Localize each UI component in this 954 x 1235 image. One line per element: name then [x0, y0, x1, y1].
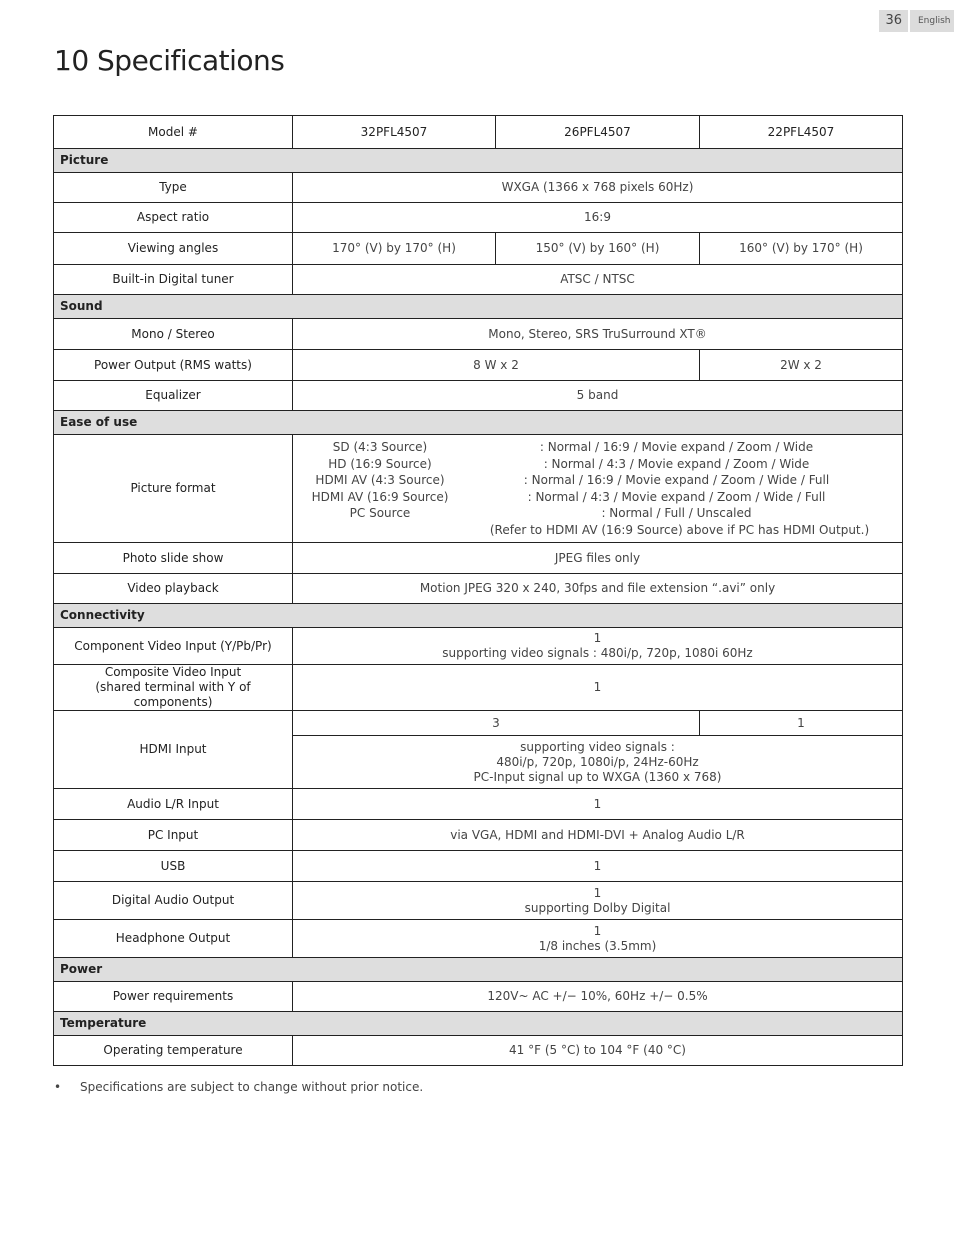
- pc-input-value: via VGA, HDMI and HDMI-DVI + Analog Audio L/R: [293, 820, 903, 851]
- audio-input-label: Audio L/R Input: [54, 789, 293, 820]
- table-row: [54, 319, 903, 350]
- headphone-count: 1: [593, 923, 602, 938]
- table-row: [54, 265, 903, 295]
- format-row: [301, 439, 894, 456]
- video-playback-value: Motion JPEG 320 x 240, 30fps and file extension “.avi” only: [293, 574, 903, 604]
- table-row: [54, 574, 903, 604]
- model-label: Model #: [54, 116, 293, 149]
- format-note: (Refer to HDMI AV (16:9 Source) above if PC has HDMI Output.): [489, 522, 870, 537]
- composite-value: 1: [293, 665, 903, 711]
- digital-audio-detail: supporting Dolby Digital: [524, 900, 671, 915]
- viewing-label: Viewing angles: [54, 233, 293, 265]
- specifications-table: [53, 115, 903, 1066]
- tuner-label: Built-in Digital tuner: [54, 265, 293, 295]
- page-number: 36: [879, 10, 908, 32]
- table-row: [54, 920, 903, 958]
- format-source: HDMI AV (16:9 Source): [311, 489, 449, 504]
- section-sound: [54, 295, 903, 319]
- hdmi-count-large: 3: [293, 711, 700, 736]
- section-heading: Ease of use: [54, 411, 903, 435]
- slide-show-label: Photo slide show: [54, 543, 293, 574]
- composite-label-line: Composite Video Input: [104, 665, 242, 679]
- component-detail: supporting video signals : 480i/p, 720p, 1080i 60Hz: [442, 646, 753, 660]
- table-row: [54, 173, 903, 203]
- table-row: [54, 882, 903, 920]
- format-row: [301, 456, 894, 473]
- picture-format-value: [293, 435, 903, 543]
- format-row: [301, 489, 894, 506]
- viewing-value-32: 170° (V) by 170° (H): [293, 233, 496, 265]
- aspect-label: Aspect ratio: [54, 203, 293, 233]
- section-ease-of-use: [54, 411, 903, 435]
- hdmi-label: HDMI Input: [54, 711, 293, 789]
- format-modes: : Normal / 16:9 / Movie expand / Zoom / Wide: [539, 440, 814, 454]
- model-32: 32PFL4507: [293, 116, 496, 149]
- table-row: [54, 350, 903, 381]
- audio-input-value: 1: [293, 789, 903, 820]
- table-row: [54, 851, 903, 882]
- power-req-label: Power requirements: [54, 982, 293, 1012]
- usb-value: 1: [293, 851, 903, 882]
- type-value: WXGA (1366 x 768 pixels 60Hz): [293, 173, 903, 203]
- slide-show-value: JPEG files only: [293, 543, 903, 574]
- format-modes: : Normal / Full / Unscaled: [601, 506, 752, 520]
- model-26: 26PFL4507: [496, 116, 700, 149]
- table-row: [54, 711, 903, 736]
- viewing-value-22: 160° (V) by 170° (H): [700, 233, 903, 265]
- digital-audio-value: [293, 882, 903, 920]
- table-row-model: [54, 116, 903, 149]
- mono-value: Mono, Stereo, SRS TruSurround XT®: [293, 319, 903, 350]
- table-row: [54, 435, 903, 543]
- model-22: 22PFL4507: [700, 116, 903, 149]
- component-count: 1: [593, 631, 602, 645]
- section-heading: Temperature: [54, 1012, 903, 1036]
- table-row: [54, 982, 903, 1012]
- page-badge: [879, 10, 954, 32]
- format-modes: : Normal / 4:3 / Movie expand / Zoom / Wide: [543, 456, 810, 471]
- table-row: [54, 233, 903, 265]
- viewing-value-26: 150° (V) by 160° (H): [496, 233, 700, 265]
- table-row: [54, 543, 903, 574]
- format-row: [301, 505, 894, 522]
- section-heading: Power: [54, 958, 903, 982]
- op-temp-value: 41 °F (5 °C) to 104 °F (40 °C): [293, 1036, 903, 1066]
- hdmi-detail-line: PC-Input signal up to WXGA (1360 x 768): [473, 769, 722, 784]
- format-modes: : Normal / 4:3 / Movie expand / Zoom / Wide / Full: [527, 489, 826, 504]
- component-label: Component Video Input (Y/Pb/Pr): [54, 628, 293, 665]
- headphone-value: [293, 920, 903, 958]
- power-req-value: 120V~ AC +/− 10%, 60Hz +/− 0.5%: [293, 982, 903, 1012]
- page-title: 10 Specifications: [54, 44, 285, 77]
- format-source: HD (16:9 Source): [328, 456, 432, 471]
- pc-input-label: PC Input: [54, 820, 293, 851]
- table-row: [54, 381, 903, 411]
- table-row: [54, 820, 903, 851]
- format-source: PC Source: [349, 506, 411, 520]
- section-heading: Sound: [54, 295, 903, 319]
- picture-format-label: Picture format: [54, 435, 293, 543]
- section-power: [54, 958, 903, 982]
- mono-label: Mono / Stereo: [54, 319, 293, 350]
- digital-audio-label: Digital Audio Output: [54, 882, 293, 920]
- hdmi-detail-line: supporting video signals :: [520, 739, 675, 754]
- headphone-label: Headphone Output: [54, 920, 293, 958]
- hdmi-detail-line: 480i/p, 720p, 1080i/p, 24Hz-60Hz: [496, 754, 699, 769]
- table-row: [54, 203, 903, 233]
- format-source: HDMI AV (4:3 Source): [315, 473, 445, 487]
- type-label: Type: [54, 173, 293, 203]
- headphone-detail: 1/8 inches (3.5mm): [538, 938, 657, 953]
- table-row: [54, 665, 903, 711]
- composite-label-note: (shared terminal with Y of components): [95, 680, 251, 709]
- composite-label: [54, 665, 293, 711]
- digital-audio-count: 1: [593, 885, 602, 900]
- footnote-text: Specifications are subject to change without prior notice.: [80, 1080, 424, 1094]
- usb-label: USB: [54, 851, 293, 882]
- aspect-value: 16:9: [293, 203, 903, 233]
- section-heading: Picture: [54, 149, 903, 173]
- section-temperature: [54, 1012, 903, 1036]
- table-row: [54, 789, 903, 820]
- section-heading: Connectivity: [54, 604, 903, 628]
- tuner-value: ATSC / NTSC: [293, 265, 903, 295]
- format-source: SD (4:3 Source): [332, 440, 428, 454]
- equalizer-value: 5 band: [293, 381, 903, 411]
- table-row: [54, 628, 903, 665]
- table-row: [54, 1036, 903, 1066]
- power-output-label: Power Output (RMS watts): [54, 350, 293, 381]
- equalizer-label: Equalizer: [54, 381, 293, 411]
- hdmi-count-small: 1: [700, 711, 903, 736]
- section-connectivity: [54, 604, 903, 628]
- component-value: [293, 628, 903, 665]
- video-playback-label: Video playback: [54, 574, 293, 604]
- format-modes: : Normal / 16:9 / Movie expand / Zoom / Wide / Full: [523, 473, 830, 487]
- language-label: English: [910, 10, 954, 32]
- format-row: [301, 472, 894, 489]
- section-picture: [54, 149, 903, 173]
- footnote: [54, 1080, 423, 1094]
- bullet-icon: •: [54, 1080, 62, 1094]
- power-output-value-small: 2W x 2: [700, 350, 903, 381]
- hdmi-detail: [293, 736, 903, 789]
- op-temp-label: Operating temperature: [54, 1036, 293, 1066]
- power-output-value-large: 8 W x 2: [293, 350, 700, 381]
